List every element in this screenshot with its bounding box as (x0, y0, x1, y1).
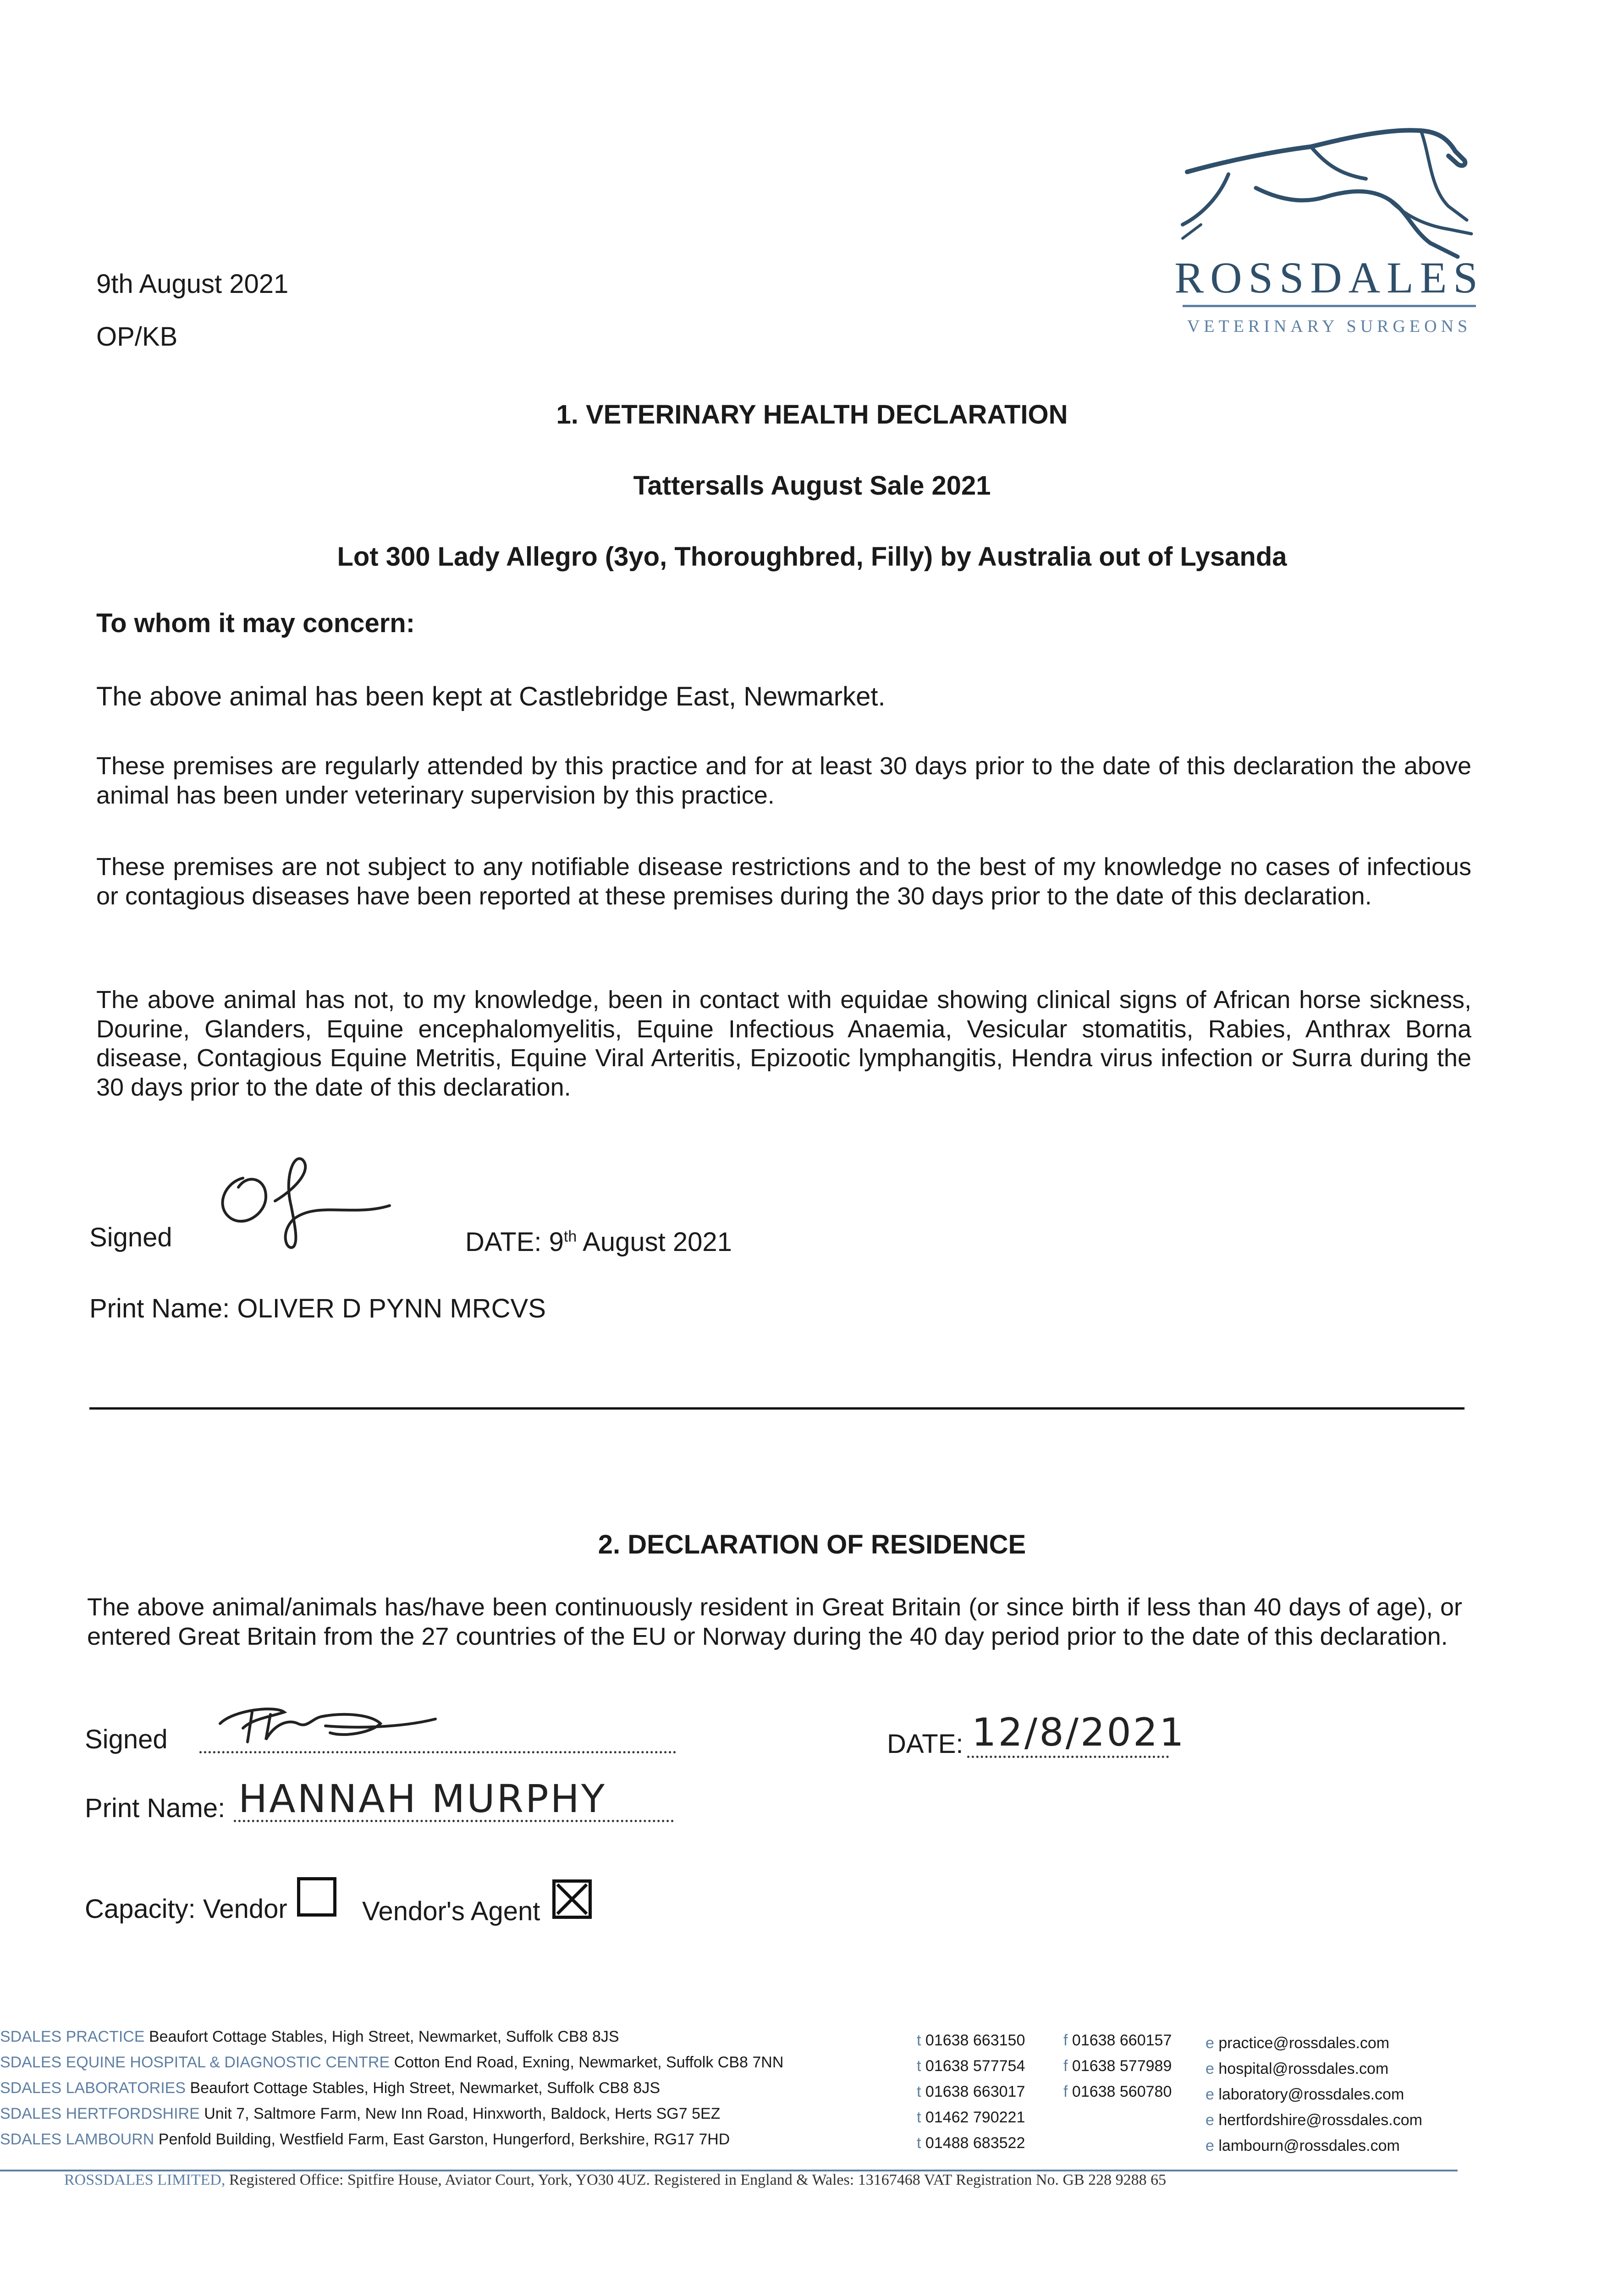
paragraph-4: The above animal has not, to my knowledge, been in contact with equidae showing clinical signs of African horse sickness, Dourine, Glanders, Equine encephalomyelitis, Equine Infectious Anaemia, Vesicular stomatitis, Rabies, Anthrax Borna disease, Contagious Equine Metritis, Equine Viral Arteritis, Epizootic lymphangitis, Hendra virus infection or Surra during the 30 days prior to the date of this declaration. (96, 986, 1471, 1102)
office-name: SDALES LABORATORIES (0, 2079, 186, 2097)
office-fax: f 01638 577989 (1063, 2057, 1172, 2075)
vendor-checkbox[interactable] (297, 1877, 336, 1917)
office-email[interactable]: e laboratory@rossdales.com (1206, 2086, 1404, 2103)
office-tel: t 01638 663150 (917, 2032, 1025, 2049)
date-value-2: 12/8/2021 (972, 1710, 1186, 1755)
office-name: SDALES EQUINE HOSPITAL & DIAGNOSTIC CENTRE (0, 2054, 390, 2071)
rossdales-logo (1173, 119, 1485, 348)
signature-2 (206, 1691, 445, 1751)
capacity-label: Capacity: Vendor (85, 1894, 287, 1924)
office-tel: t 01638 577754 (917, 2057, 1025, 2075)
office-tel: t 01462 790221 (917, 2109, 1025, 2126)
office-tel: t 01638 663017 (917, 2083, 1025, 2100)
letter-reference: OP/KB (96, 322, 178, 352)
vendor-agent-checkbox[interactable] (552, 1879, 592, 1919)
company-name: ROSSDALES LIMITED, (64, 2171, 226, 2188)
logo-divider (1183, 305, 1476, 307)
date-1-suffix: th (563, 1228, 577, 1245)
office-address: Unit 7, Saltmore Farm, New Inn Road, Hinxworth, Baldock, Herts SG7 5EZ (204, 2105, 721, 2122)
lot-title: Lot 300 Lady Allegro (3yo, Thoroughbred, Filly) by Australia out of Lysanda (337, 542, 1287, 572)
office-address: Beaufort Cottage Stables, High Street, Newmarket, Suffolk CB8 8JS (190, 2079, 660, 2097)
horse-icon (1173, 119, 1485, 266)
section2-title: 2. DECLARATION OF RESIDENCE (598, 1530, 1026, 1559)
signed-label-1: Signed (89, 1223, 172, 1252)
office-name: SDALES LAMBOURN (0, 2131, 154, 2148)
office-row (0, 2024, 619, 2050)
office-fax: f 01638 560780 (1063, 2083, 1172, 2100)
office-email[interactable]: e practice@rossdales.com (1206, 2034, 1390, 2052)
logo-subtitle: VETERINARY SURGEONS (1187, 317, 1472, 336)
office-address: Penfold Building, Westfield Farm, East Garston, Hungerford, Berkshire, RG17 7HD (158, 2131, 730, 2148)
print-value-2: HANNAH MURPHY (238, 1776, 607, 1821)
signed-label-2: Signed (85, 1725, 168, 1754)
date-1-label: DATE: 9 (465, 1227, 564, 1257)
section1-title: 1. VETERINARY HEALTH DECLARATION (556, 400, 1068, 430)
date-1-rest: August 2021 (577, 1227, 732, 1257)
paragraph-3: These premises are not subject to any notifiable disease restrictions and to the best of my knowledge no cases of infectious or contagious diseases have been reported at these premises during the 30 days prior to the date of this declaration. (96, 853, 1471, 910)
paragraph-2: These premises are regularly attended by this practice and for at least 30 days prior to the date of this declaration the above animal has been under veterinary supervision by this practice. (96, 752, 1471, 809)
office-name: SDALES HERTFORDSHIRE (0, 2105, 200, 2122)
office-fax: f 01638 660157 (1063, 2032, 1172, 2049)
office-row (0, 2127, 730, 2152)
logo-name: ROSSDALES (1174, 253, 1484, 302)
office-tel: t 01488 683522 (917, 2134, 1025, 2152)
section-divider (89, 1407, 1464, 1410)
signature-1 (206, 1151, 399, 1251)
check-x-icon (556, 1883, 589, 1916)
date-label-2: DATE: (887, 1729, 963, 1759)
print-label-2: Print Name: (85, 1793, 226, 1823)
sale-title: Tattersalls August Sale 2021 (633, 471, 991, 501)
letter-date: 9th August 2021 (96, 269, 289, 299)
print-name-1: Print Name: OLIVER D PYNN MRCVS (89, 1294, 546, 1323)
office-email[interactable]: e hospital@rossdales.com (1206, 2060, 1389, 2077)
office-address: Beaufort Cottage Stables, High Street, Newmarket, Suffolk CB8 8JS (149, 2028, 619, 2045)
vendor-agent-label: Vendor's Agent (362, 1896, 540, 1926)
paragraph-1: The above animal has been kept at Castlebridge East, Newmarket. (96, 682, 886, 711)
office-row (0, 2050, 783, 2075)
registration-line (64, 2167, 1166, 2193)
office-name: SDALES PRACTICE (0, 2028, 145, 2045)
office-email[interactable]: e hertfordshire@rossdales.com (1206, 2111, 1422, 2129)
office-email[interactable]: e lambourn@rossdales.com (1206, 2137, 1400, 2154)
registration-details: Registered Office: Spitfire House, Aviator Court, York, YO30 4UZ. Registered in England & Wales: 13167468 VAT Registration No. GB 228 9288 65 (229, 2171, 1167, 2188)
date-1 (465, 1226, 732, 1258)
salutation: To whom it may concern: (96, 608, 415, 638)
office-address: Cotton End Road, Exning, Newmarket, Suffolk CB8 7NN (394, 2054, 784, 2071)
residence-paragraph: The above animal/animals has/have been continuously resident in Great Britain (or since birth if less than 40 days of age), or entered Great Britain from the 27 countries of the EU or Norway during the 40 day period prior to the date of this declaration. (87, 1593, 1462, 1650)
office-row (0, 2101, 720, 2127)
office-row (0, 2075, 660, 2101)
